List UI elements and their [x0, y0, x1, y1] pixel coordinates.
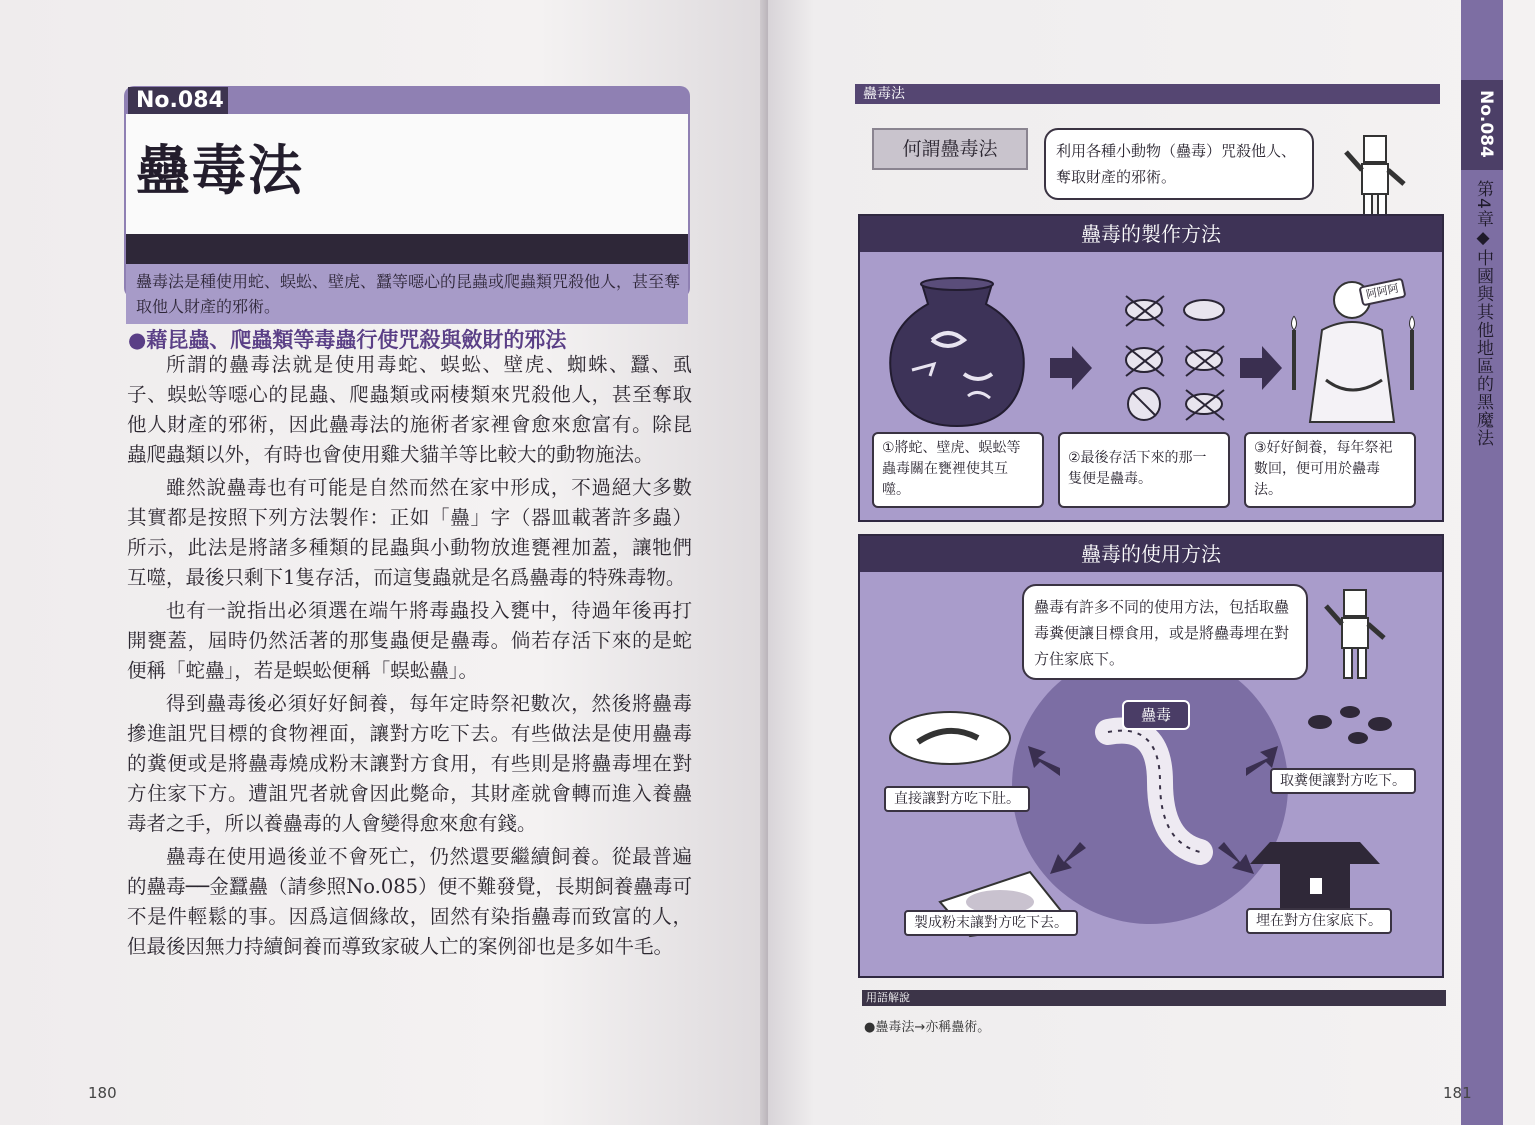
page-number-right: 181 — [1443, 1084, 1472, 1102]
paragraph: 也有一說指出必須選在端午將毒蟲投入甕中，待過年後再打開甕蓋，屆時仍然活著的那隻蟲便是蠱毒。倘若存活下來的是蛇便稱「蛇蠱」，若是蜈蚣便稱「蜈蚣蠱」。 — [127, 599, 692, 682]
method-powder: 製成粉末讓對方吃下去。 — [904, 910, 1078, 936]
title-summary: 蠱毒法是種使用蛇、蜈蚣、壁虎、蠶等噁心的昆蟲或爬蟲類咒殺他人，甚至奪取他人財產的邪術。 — [136, 272, 681, 316]
paragraph: 所謂的蠱毒法就是使用毒蛇、蜈蚣、壁虎、蜘蛛、蠶、虱子、蜈蚣等噁心的昆蟲、爬蟲類或兩棲類來咒殺他人，甚至奪取他人財產的邪術，因此蠱毒法的施術者家裡會愈來愈富有。除昆蟲爬蟲類以外，有時也會使用雞犬貓羊等比較大的動物施法。 — [127, 353, 692, 466]
definition-bubble: 利用各種小動物（蠱毒）咒殺他人、奪取財產的邪術。 — [1044, 128, 1314, 200]
side-chapter-title: 第4章◆中國與其他地區的黑魔法 — [1473, 180, 1493, 447]
side-entry-number: No.084 — [1476, 90, 1496, 158]
paragraph: 雖然說蠱毒也有可能是自然而然在家中形成，不過絕大多數其實都是按照下列方法製作：正如「蠱」字（器皿載著許多蟲）所示，此法是將諸多種類的昆蟲與小動物放進甕裡加蓋，讓牠們互噬，最後只剩下1隻存活，而這隻蟲就是名爲蠱毒的特殊毒物。 — [127, 476, 692, 589]
usage-bubble: 蠱毒有許多不同的使用方法，包括取蠱毒糞便讓目標食用，或是將蠱毒埋在對方住家底下。 — [1022, 584, 1308, 680]
page-title: 蠱毒法 — [136, 139, 304, 202]
paragraph: 蠱毒在使用過後並不會死亡，仍然還要繼續飼養。從最普遍的蠱毒──金蠶蠱（請參照No.085）便不難發覺，長期飼養蠱毒可不是件輕鬆的事。因爲這個緣故，固然有染指蠱毒而致富的人，但最後因無力持續飼養而導致家破人亡的案例卻也是多如牛毛。 — [127, 845, 692, 958]
title-panel — [126, 114, 688, 316]
page-number-left: 180 — [88, 1084, 117, 1102]
paragraph: 得到蠱毒後必須好好飼養，每年定時祭祀數次，然後將蠱毒摻進詛咒目標的食物裡面，讓對方吃下去。有些做法是使用蠱毒的糞便或是將蠱毒燒成粉末讓對方食用，有些則是將蠱毒埋在對方住家下方。遭詛咒者就會因此斃命，其財產就會轉而進入養蠱毒者之手，所以養蠱毒的人會變得愈來愈有錢。 — [127, 692, 692, 835]
plate-icon — [890, 712, 1010, 764]
title-bar — [126, 234, 688, 264]
step-1: ①將蛇、壁虎、蜈蚣等蟲毒關在甕裡使其互噬。 — [872, 432, 1044, 508]
method-eat-directly: 直接讓對方吃下肚。 — [884, 786, 1030, 812]
section-heading: ●藉昆蟲、爬蟲類等毒蟲行使咒殺與斂財的邪法 — [128, 328, 567, 352]
making-method-panel — [858, 214, 1444, 522]
making-method-heading: 蠱毒的製作方法 — [860, 216, 1442, 252]
arrow-right-icon — [1050, 346, 1092, 390]
method-feed-droppings: 取糞便讓對方吃下。 — [1270, 768, 1416, 794]
droppings-icon — [1308, 706, 1392, 744]
usage-method-heading: 蠱毒的使用方法 — [860, 536, 1442, 572]
gu-center-label: 蠱毒 — [1122, 700, 1190, 730]
robot-figure-icon — [1320, 584, 1390, 684]
glossary-label: 用語解說 — [866, 991, 910, 1004]
jar-icon — [890, 278, 1024, 426]
title-box — [124, 86, 690, 316]
praying-figure-icon — [1292, 282, 1415, 422]
chant-sound: 阿阿阿 — [1358, 278, 1406, 307]
glossary-text: ●蠱毒法→亦稱蠱術。 — [864, 1020, 991, 1035]
making-method-illustration — [882, 270, 1442, 430]
right-header: 蠱毒法 — [855, 84, 1440, 104]
step-3: ③好好飼養，每年祭祀數回，便可用於蠱毒法。 — [1244, 432, 1416, 508]
arrow-right-icon — [1240, 346, 1282, 390]
crossed-out-creatures-icon — [1126, 296, 1224, 420]
what-is-label: 何謂蠱毒法 — [872, 128, 1028, 170]
glossary-bar — [862, 990, 1446, 1006]
method-bury-under-house: 埋在對方住家底下。 — [1246, 908, 1392, 934]
entry-number: No.084 — [128, 87, 228, 114]
step-2: ②最後存活下來的那一隻便是蠱毒。 — [1058, 432, 1230, 508]
body-text — [127, 350, 692, 965]
